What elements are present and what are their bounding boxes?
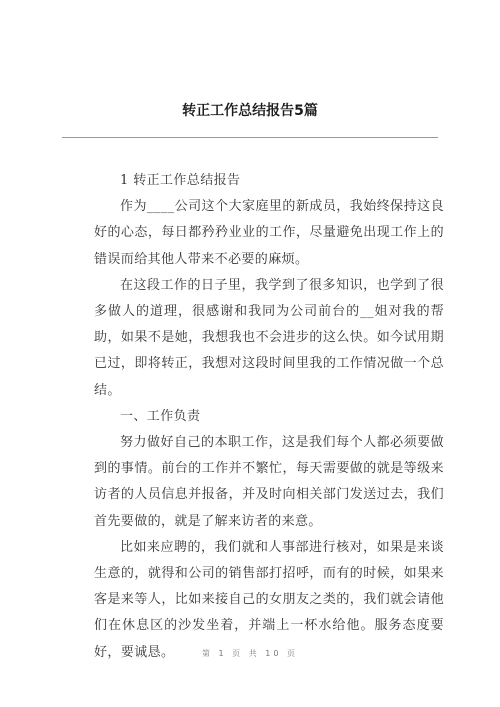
page-footer: 第 1 页 共 10 页 [202, 649, 298, 658]
paragraph-2: 在这段工作的日子里，我学到了很多知识，也学到了很多做人的道理，很感谢和我同为公司前台的__姐对我的帮助，如果不是她，我想我也不会进步的这么快。如今试用期已过，即将转正，我想对这段时间里我的工作情况做一个总结。 [94, 277, 444, 398]
sub-heading: 一、工作负责 [120, 408, 201, 424]
paragraph-3: 努力做好自己的本职工作，这是我们每个人都必须要做到的事情。前台的工作并不繁忙，每天需要做的就是等级来访者的人员信息并报备，并及时向相关部门发送过去，我们首先要做的，就是了解来访者的来意。 [94, 435, 444, 529]
section-heading: 1 转正工作总结报告 [120, 173, 241, 188]
document-title: 转正工作总结报告5篇 [182, 103, 318, 119]
document-body [94, 168, 444, 666]
paragraph-1: 作为____公司这个大家庭里的新成员，我始终保持这良好的心态，每日都矜矜业业的工作，尽量避免出现工作上的错误而给其他人带来不必要的麻烦。 [94, 199, 444, 267]
paragraph-4: 比如来应聘的，我们就和人事部进行核对，如果是来谈生意的，就得和公司的销售部打招呼，而有的时候，如果来客是来等人，比如来接自己的女朋友之类的，我们就会请他们在休息区的沙发坐着，并端上一杯水给他。服务态度要好，要诚恳。 [94, 539, 444, 660]
title-divider [62, 137, 438, 138]
